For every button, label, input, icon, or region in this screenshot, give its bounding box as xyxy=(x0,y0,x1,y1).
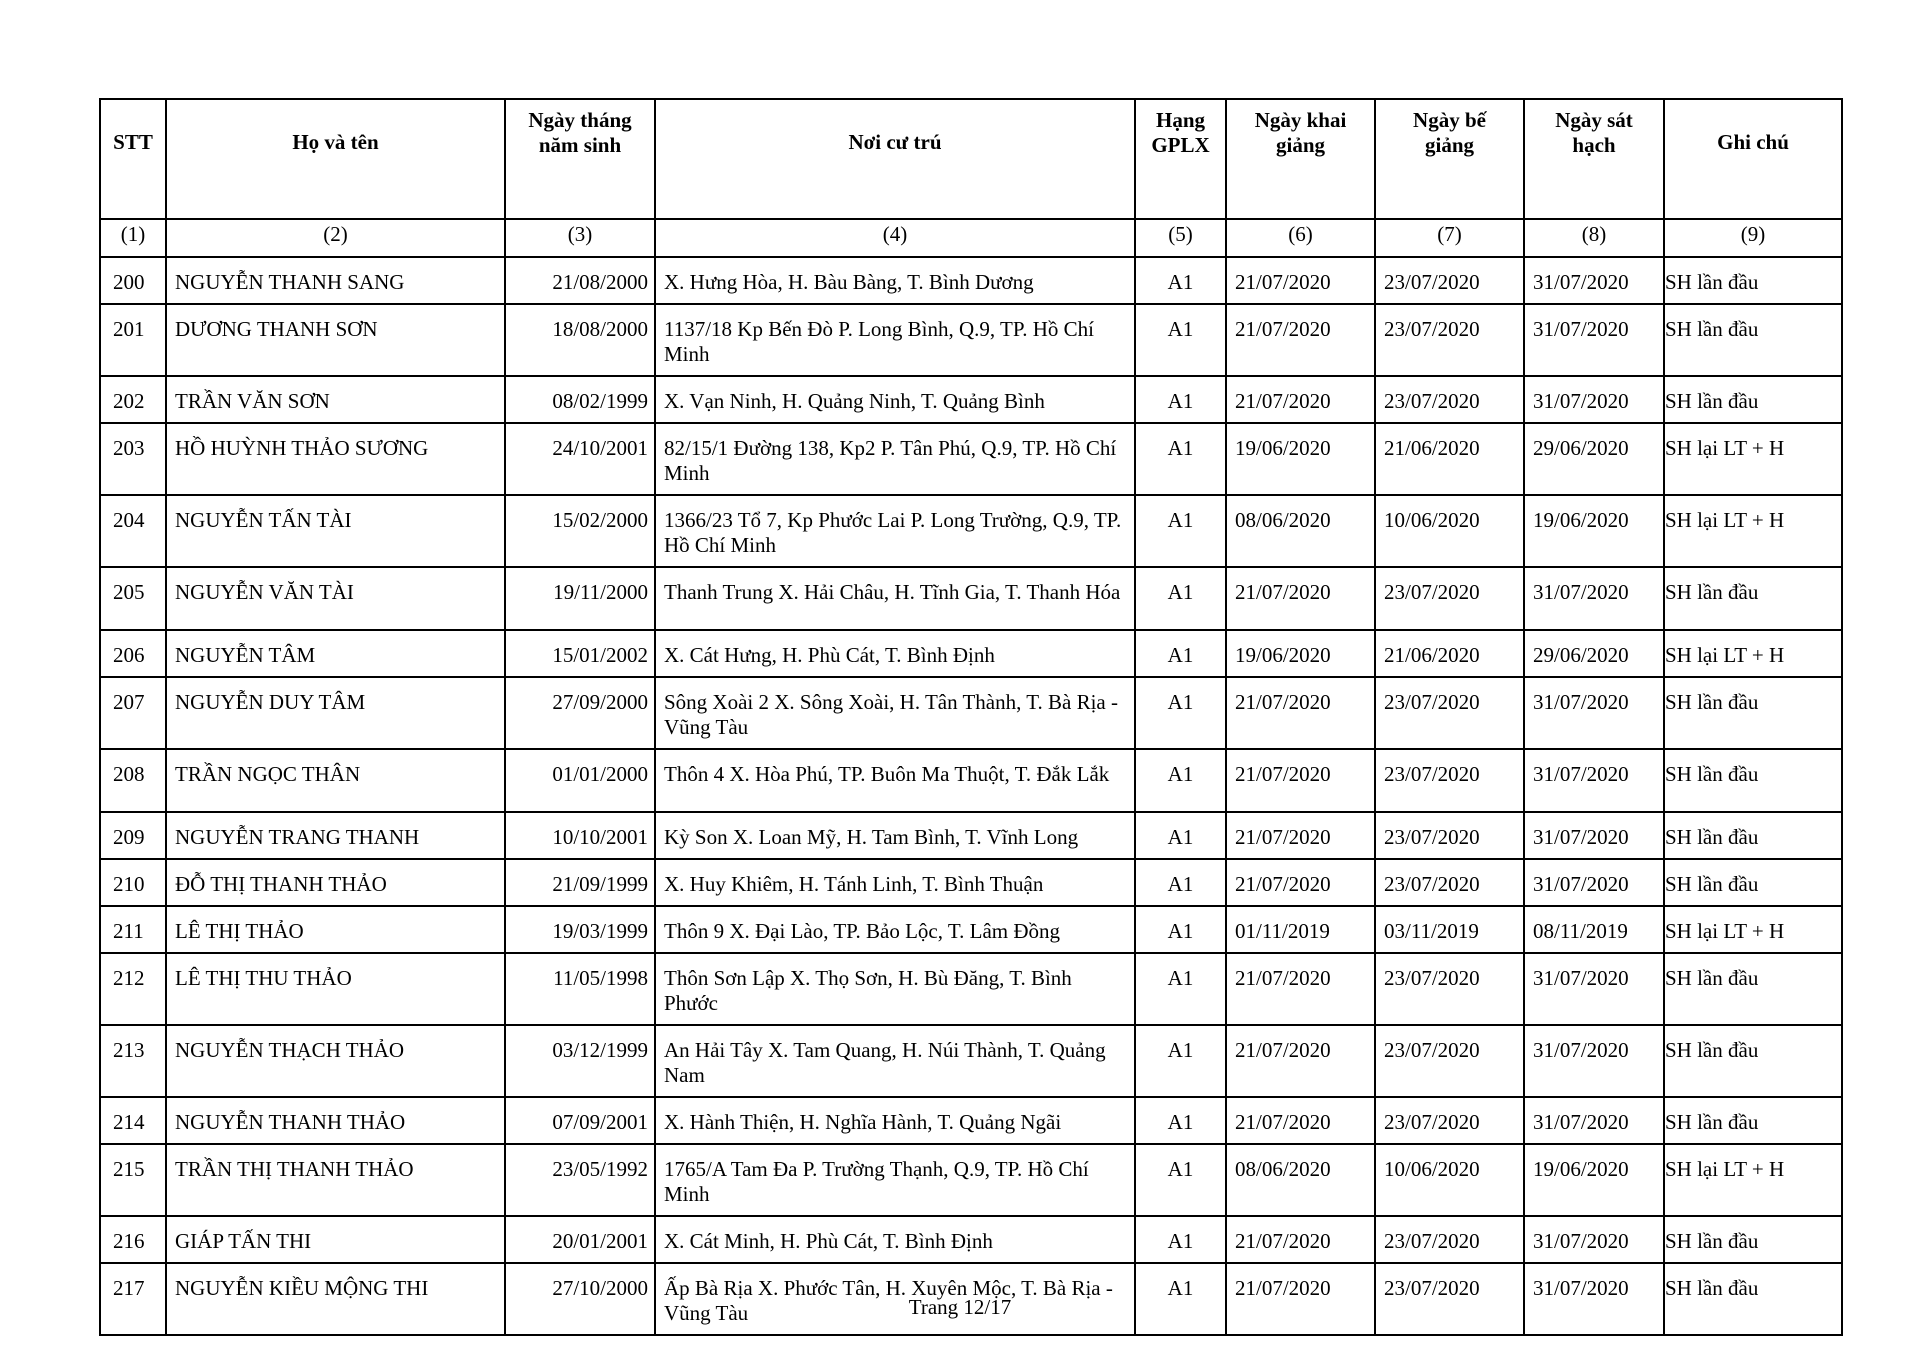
cell-stt: 216 xyxy=(100,1216,166,1263)
cell-address: 82/15/1 Đường 138, Kp2 P. Tân Phú, Q.9, TP. Hồ Chí Minh xyxy=(655,423,1135,495)
cell-close-date: 21/06/2020 xyxy=(1375,423,1524,495)
cell-open-date: 19/06/2020 xyxy=(1226,630,1375,677)
cell-stt: 203 xyxy=(100,423,166,495)
cell-open-date: 21/07/2020 xyxy=(1226,677,1375,749)
cell-close-date: 10/06/2020 xyxy=(1375,1144,1524,1216)
cell-note: SH lần đầu xyxy=(1664,567,1842,630)
column-number: (5) xyxy=(1135,219,1226,257)
header-close-line2: giảng xyxy=(1424,133,1474,157)
cell-class: A1 xyxy=(1135,376,1226,423)
cell-address: X. Hành Thiện, H. Nghĩa Hành, T. Quảng Ngãi xyxy=(655,1097,1135,1144)
cell-address: X. Vạn Ninh, H. Quảng Ninh, T. Quảng Bình xyxy=(655,376,1135,423)
header-class xyxy=(1135,99,1226,219)
cell-open-date: 01/11/2019 xyxy=(1226,906,1375,953)
document-sheet xyxy=(99,98,1841,1336)
table-row xyxy=(100,812,1842,859)
cell-exam-date: 31/07/2020 xyxy=(1524,749,1664,812)
cell-note: SH lần đầu xyxy=(1664,859,1842,906)
cell-stt: 201 xyxy=(100,304,166,376)
cell-stt: 214 xyxy=(100,1097,166,1144)
cell-exam-date: 31/07/2020 xyxy=(1524,812,1664,859)
header-close-line1: Ngày bế xyxy=(1413,108,1486,132)
cell-close-date: 23/07/2020 xyxy=(1375,304,1524,376)
column-number-row xyxy=(100,219,1842,257)
cell-close-date: 23/07/2020 xyxy=(1375,859,1524,906)
cell-note: SH lần đầu xyxy=(1664,304,1842,376)
cell-note: SH lần đầu xyxy=(1664,677,1842,749)
column-number: (8) xyxy=(1524,219,1664,257)
column-number: (7) xyxy=(1375,219,1524,257)
cell-address: Thôn 4 X. Hòa Phú, TP. Buôn Ma Thuột, T. Đắk Lắk xyxy=(655,749,1135,812)
cell-class: A1 xyxy=(1135,567,1226,630)
cell-note: SH lần đầu xyxy=(1664,1216,1842,1263)
cell-note: SH lần đầu xyxy=(1664,953,1842,1025)
table-row xyxy=(100,1097,1842,1144)
header-name: Họ và tên xyxy=(166,99,505,219)
cell-dob: 19/03/1999 xyxy=(505,906,655,953)
cell-class: A1 xyxy=(1135,812,1226,859)
cell-note: SH lần đầu xyxy=(1664,812,1842,859)
cell-class: A1 xyxy=(1135,1144,1226,1216)
cell-stt: 200 xyxy=(100,257,166,304)
cell-exam-date: 19/06/2020 xyxy=(1524,495,1664,567)
cell-address: Sông Xoài 2 X. Sông Xoài, H. Tân Thành, T. Bà Rịa - Vũng Tàu xyxy=(655,677,1135,749)
cell-exam-date: 31/07/2020 xyxy=(1524,1263,1664,1335)
cell-name: ĐỖ THỊ THANH THẢO xyxy=(166,859,505,906)
table-body xyxy=(100,219,1842,1335)
header-row xyxy=(100,99,1842,219)
header-class-line2: GPLX xyxy=(1151,133,1210,157)
header-exam-line1: Ngày sát xyxy=(1555,108,1633,132)
cell-class: A1 xyxy=(1135,677,1226,749)
cell-dob: 18/08/2000 xyxy=(505,304,655,376)
cell-stt: 204 xyxy=(100,495,166,567)
cell-address: Ấp Bà Rịa X. Phước Tân, H. Xuyên Mộc, T. Bà Rịa - Vũng Tàu xyxy=(655,1263,1135,1335)
cell-note: SH lại LT + H xyxy=(1664,906,1842,953)
header-dob-line2: năm sinh xyxy=(538,133,622,157)
header-exam xyxy=(1524,99,1664,219)
table-row xyxy=(100,376,1842,423)
cell-name: TRẦN NGỌC THÂN xyxy=(166,749,505,812)
cell-address: Thôn Sơn Lập X. Thọ Sơn, H. Bù Đăng, T. Bình Phước xyxy=(655,953,1135,1025)
header-stt: STT xyxy=(100,99,166,219)
cell-close-date: 03/11/2019 xyxy=(1375,906,1524,953)
cell-close-date: 23/07/2020 xyxy=(1375,257,1524,304)
cell-class: A1 xyxy=(1135,1025,1226,1097)
cell-stt: 215 xyxy=(100,1144,166,1216)
header-open-line1: Ngày khai xyxy=(1254,108,1347,132)
table-row xyxy=(100,630,1842,677)
table-row xyxy=(100,749,1842,812)
cell-dob: 10/10/2001 xyxy=(505,812,655,859)
table-row xyxy=(100,495,1842,567)
cell-close-date: 23/07/2020 xyxy=(1375,376,1524,423)
cell-open-date: 21/07/2020 xyxy=(1226,1025,1375,1097)
cell-name: NGUYỄN TẤN TÀI xyxy=(166,495,505,567)
cell-open-date: 21/07/2020 xyxy=(1226,376,1375,423)
cell-exam-date: 31/07/2020 xyxy=(1524,677,1664,749)
column-number: (6) xyxy=(1226,219,1375,257)
cell-dob: 20/01/2001 xyxy=(505,1216,655,1263)
cell-open-date: 08/06/2020 xyxy=(1226,495,1375,567)
table-row xyxy=(100,1144,1842,1216)
cell-stt: 209 xyxy=(100,812,166,859)
cell-exam-date: 19/06/2020 xyxy=(1524,1144,1664,1216)
cell-note: SH lần đầu xyxy=(1664,1263,1842,1335)
cell-stt: 213 xyxy=(100,1025,166,1097)
cell-note: SH lần đầu xyxy=(1664,257,1842,304)
cell-class: A1 xyxy=(1135,495,1226,567)
cell-address: 1366/23 Tổ 7, Kp Phước Lai P. Long Trường, Q.9, TP. Hồ Chí Minh xyxy=(655,495,1135,567)
cell-note: SH lại LT + H xyxy=(1664,423,1842,495)
cell-stt: 210 xyxy=(100,859,166,906)
table-row xyxy=(100,567,1842,630)
cell-name: LÊ THỊ THU THẢO xyxy=(166,953,505,1025)
cell-exam-date: 31/07/2020 xyxy=(1524,1216,1664,1263)
cell-dob: 07/09/2001 xyxy=(505,1097,655,1144)
cell-open-date: 21/07/2020 xyxy=(1226,953,1375,1025)
cell-exam-date: 31/07/2020 xyxy=(1524,567,1664,630)
header-class-line1: Hạng xyxy=(1155,108,1205,132)
column-number: (9) xyxy=(1664,219,1842,257)
cell-class: A1 xyxy=(1135,630,1226,677)
cell-note: SH lần đầu xyxy=(1664,1097,1842,1144)
cell-open-date: 21/07/2020 xyxy=(1226,1216,1375,1263)
cell-class: A1 xyxy=(1135,749,1226,812)
cell-name: NGUYỄN KIỀU MỘNG THI xyxy=(166,1263,505,1335)
cell-exam-date: 29/06/2020 xyxy=(1524,423,1664,495)
header-note: Ghi chú xyxy=(1664,99,1842,219)
header-open-line2: giảng xyxy=(1275,133,1325,157)
cell-exam-date: 31/07/2020 xyxy=(1524,376,1664,423)
cell-close-date: 23/07/2020 xyxy=(1375,1263,1524,1335)
cell-class: A1 xyxy=(1135,953,1226,1025)
cell-stt: 208 xyxy=(100,749,166,812)
cell-dob: 19/11/2000 xyxy=(505,567,655,630)
cell-name: NGUYỄN THANH THẢO xyxy=(166,1097,505,1144)
cell-exam-date: 31/07/2020 xyxy=(1524,1097,1664,1144)
header-dob xyxy=(505,99,655,219)
cell-class: A1 xyxy=(1135,304,1226,376)
table-row xyxy=(100,1025,1842,1097)
cell-class: A1 xyxy=(1135,1216,1226,1263)
student-roster-table xyxy=(99,98,1843,1336)
cell-class: A1 xyxy=(1135,1263,1226,1335)
cell-dob: 15/02/2000 xyxy=(505,495,655,567)
cell-dob: 27/10/2000 xyxy=(505,1263,655,1335)
cell-exam-date: 31/07/2020 xyxy=(1524,859,1664,906)
column-number: (2) xyxy=(166,219,505,257)
cell-exam-date: 29/06/2020 xyxy=(1524,630,1664,677)
cell-address: 1765/A Tam Đa P. Trường Thạnh, Q.9, TP. Hồ Chí Minh xyxy=(655,1144,1135,1216)
cell-dob: 11/05/1998 xyxy=(505,953,655,1025)
cell-note: SH lần đầu xyxy=(1664,376,1842,423)
cell-dob: 01/01/2000 xyxy=(505,749,655,812)
column-number: (3) xyxy=(505,219,655,257)
cell-class: A1 xyxy=(1135,257,1226,304)
cell-name: DƯƠNG THANH SƠN xyxy=(166,304,505,376)
table-row xyxy=(100,906,1842,953)
cell-exam-date: 08/11/2019 xyxy=(1524,906,1664,953)
cell-name: NGUYỄN TRANG THANH xyxy=(166,812,505,859)
table-row xyxy=(100,304,1842,376)
cell-stt: 202 xyxy=(100,376,166,423)
cell-dob: 21/08/2000 xyxy=(505,257,655,304)
header-open xyxy=(1226,99,1375,219)
cell-note: SH lần đầu xyxy=(1664,749,1842,812)
column-number: (1) xyxy=(100,219,166,257)
cell-close-date: 23/07/2020 xyxy=(1375,567,1524,630)
cell-stt: 206 xyxy=(100,630,166,677)
table-row xyxy=(100,257,1842,304)
cell-open-date: 21/07/2020 xyxy=(1226,1263,1375,1335)
header-address: Nơi cư trú xyxy=(655,99,1135,219)
cell-open-date: 21/07/2020 xyxy=(1226,257,1375,304)
cell-name: NGUYỄN THANH SANG xyxy=(166,257,505,304)
cell-name: LÊ THỊ THẢO xyxy=(166,906,505,953)
cell-stt: 212 xyxy=(100,953,166,1025)
cell-stt: 217 xyxy=(100,1263,166,1335)
cell-open-date: 21/07/2020 xyxy=(1226,1097,1375,1144)
header-exam-line2: hạch xyxy=(1572,133,1616,157)
cell-close-date: 23/07/2020 xyxy=(1375,677,1524,749)
cell-dob: 15/01/2002 xyxy=(505,630,655,677)
cell-note: SH lại LT + H xyxy=(1664,495,1842,567)
cell-address: Kỳ Son X. Loan Mỹ, H. Tam Bình, T. Vĩnh Long xyxy=(655,812,1135,859)
page-number: Trang 12/17 xyxy=(908,1295,1012,1319)
cell-class: A1 xyxy=(1135,423,1226,495)
cell-open-date: 21/07/2020 xyxy=(1226,812,1375,859)
cell-exam-date: 31/07/2020 xyxy=(1524,1025,1664,1097)
cell-dob: 21/09/1999 xyxy=(505,859,655,906)
cell-name: NGUYỄN DUY TÂM xyxy=(166,677,505,749)
cell-class: A1 xyxy=(1135,1097,1226,1144)
cell-close-date: 23/07/2020 xyxy=(1375,812,1524,859)
cell-note: SH lại LT + H xyxy=(1664,1144,1842,1216)
cell-address: 1137/18 Kp Bến Đò P. Long Bình, Q.9, TP. Hồ Chí Minh xyxy=(655,304,1135,376)
cell-class: A1 xyxy=(1135,859,1226,906)
cell-close-date: 10/06/2020 xyxy=(1375,495,1524,567)
cell-exam-date: 31/07/2020 xyxy=(1524,304,1664,376)
table-row xyxy=(100,1216,1842,1263)
cell-close-date: 23/07/2020 xyxy=(1375,749,1524,812)
table-header xyxy=(100,99,1842,219)
cell-note: SH lại LT + H xyxy=(1664,630,1842,677)
cell-open-date: 19/06/2020 xyxy=(1226,423,1375,495)
cell-open-date: 21/07/2020 xyxy=(1226,859,1375,906)
header-close xyxy=(1375,99,1524,219)
cell-name: NGUYỄN TÂM xyxy=(166,630,505,677)
cell-address: X. Huy Khiêm, H. Tánh Linh, T. Bình Thuận xyxy=(655,859,1135,906)
cell-open-date: 21/07/2020 xyxy=(1226,304,1375,376)
table-row xyxy=(100,677,1842,749)
cell-address: X. Cát Minh, H. Phù Cát, T. Bình Định xyxy=(655,1216,1135,1263)
cell-address: Thanh Trung X. Hải Châu, H. Tĩnh Gia, T. Thanh Hóa xyxy=(655,567,1135,630)
header-dob-line1: Ngày tháng xyxy=(528,108,632,132)
cell-open-date: 21/07/2020 xyxy=(1226,749,1375,812)
cell-name: GIÁP TẤN THI xyxy=(166,1216,505,1263)
cell-dob: 24/10/2001 xyxy=(505,423,655,495)
cell-address: Thôn 9 X. Đại Lào, TP. Bảo Lộc, T. Lâm Đồng xyxy=(655,906,1135,953)
cell-address: X. Hưng Hòa, H. Bàu Bàng, T. Bình Dương xyxy=(655,257,1135,304)
cell-name: HỒ HUỲNH THẢO SƯƠNG xyxy=(166,423,505,495)
cell-close-date: 23/07/2020 xyxy=(1375,953,1524,1025)
cell-name: NGUYỄN VĂN TÀI xyxy=(166,567,505,630)
cell-close-date: 23/07/2020 xyxy=(1375,1025,1524,1097)
cell-open-date: 21/07/2020 xyxy=(1226,567,1375,630)
table-row xyxy=(100,423,1842,495)
cell-open-date: 08/06/2020 xyxy=(1226,1144,1375,1216)
cell-close-date: 23/07/2020 xyxy=(1375,1216,1524,1263)
cell-note: SH lần đầu xyxy=(1664,1025,1842,1097)
cell-stt: 205 xyxy=(100,567,166,630)
table-row xyxy=(100,953,1842,1025)
cell-exam-date: 31/07/2020 xyxy=(1524,257,1664,304)
cell-dob: 23/05/1992 xyxy=(505,1144,655,1216)
cell-dob: 08/02/1999 xyxy=(505,376,655,423)
cell-close-date: 23/07/2020 xyxy=(1375,1097,1524,1144)
cell-name: TRẦN VĂN SƠN xyxy=(166,376,505,423)
cell-address: X. Cát Hưng, H. Phù Cát, T. Bình Định xyxy=(655,630,1135,677)
cell-close-date: 21/06/2020 xyxy=(1375,630,1524,677)
cell-class: A1 xyxy=(1135,906,1226,953)
cell-name: NGUYỄN THẠCH THẢO xyxy=(166,1025,505,1097)
cell-name: TRẦN THỊ THANH THẢO xyxy=(166,1144,505,1216)
cell-exam-date: 31/07/2020 xyxy=(1524,953,1664,1025)
column-number: (4) xyxy=(655,219,1135,257)
cell-address: An Hải Tây X. Tam Quang, H. Núi Thành, T. Quảng Nam xyxy=(655,1025,1135,1097)
cell-stt: 211 xyxy=(100,906,166,953)
cell-dob: 27/09/2000 xyxy=(505,677,655,749)
table-row xyxy=(100,859,1842,906)
cell-dob: 03/12/1999 xyxy=(505,1025,655,1097)
cell-stt: 207 xyxy=(100,677,166,749)
